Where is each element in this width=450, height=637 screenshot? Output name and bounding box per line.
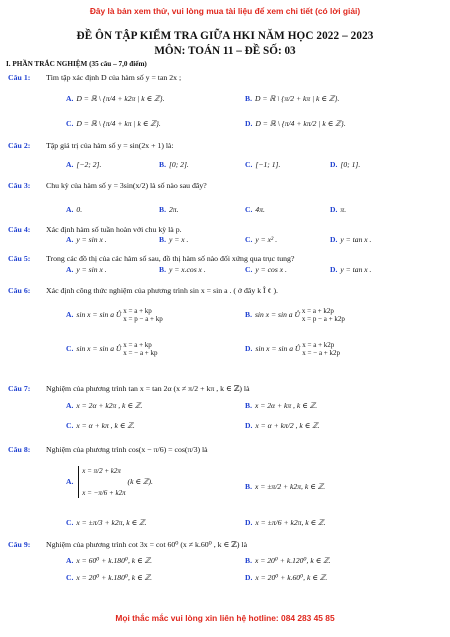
question-number: Câu 9: [8, 540, 31, 549]
option-1c[interactable]: C. D = ℝ \ {π/4 + kπ | k ∈ ℤ}. [66, 119, 161, 128]
question-7 [8, 384, 250, 393]
question-2 [8, 141, 174, 150]
option-4c[interactable]: C. y = x² . [245, 235, 278, 244]
option-7a[interactable]: A. x = 2α + k2π , k ∈ ℤ. [66, 401, 143, 410]
question-text: Trong các đồ thị của các hàm số sau, đồ thị hàm số nào đối xứng qua trục tung? [46, 254, 295, 263]
question-number: Câu 5: [8, 254, 31, 263]
question-number: Câu 4: [8, 225, 31, 234]
question-number: Câu 8: [8, 445, 31, 454]
option-2b[interactable]: B. [0; 2]. [159, 160, 189, 169]
option-3c[interactable]: C. 4π. [245, 205, 265, 214]
question-number: Câu 6: [8, 286, 31, 295]
option-1a[interactable]: A. D = ℝ \ {π/4 + k2π | k ∈ ℤ}. [66, 94, 165, 103]
option-9a[interactable]: A. x = 60⁰ + k.180⁰, k ∈ ℤ. [66, 556, 153, 565]
option-6d[interactable]: D. sin x = sin a Û x = a + k2p x = − a + k2p [245, 341, 340, 357]
question-3 [8, 181, 207, 190]
question-text: Nghiệm của phương trình cot 3x = cot 60⁰ (x ≠ k.60⁰ , k ∈ ℤ) là [46, 540, 248, 549]
question-text: Chu kỳ của hàm số y = 3sin(x/2) là số nào sau đây? [46, 181, 207, 190]
option-9d[interactable]: D. x = 20⁰ + k.60⁰, k ∈ ℤ. [245, 573, 328, 582]
section-heading: I. PHẦN TRẮC NGHIỆM (35 câu – 7,0 điểm) [6, 60, 147, 68]
option-2a[interactable]: A. [−2; 2]. [66, 160, 102, 169]
option-4a[interactable]: A. y = sin x . [66, 235, 107, 244]
question-4 [8, 225, 182, 234]
question-text: Nghiệm của phương trình cos(x − π/6) = cos(π/3) là [46, 445, 208, 454]
option-4d[interactable]: D. y = tan x . [330, 235, 372, 244]
option-5c[interactable]: C. y = cos x . [245, 265, 287, 274]
option-6c[interactable]: C. sin x = sin a Û x = a + kp x = − a + kp [66, 341, 158, 357]
option-1d[interactable]: D. D = ℝ \ {π/4 + kπ/2 | k ∈ ℤ}. [245, 119, 346, 128]
option-3b[interactable]: B. 2π. [159, 205, 179, 214]
preview-banner: Đây là bản xem thử, vui lòng mua tài liệu để xem chi tiết (có lời giải) [89, 6, 361, 16]
option-3d[interactable]: D. π. [330, 205, 347, 214]
option-8a[interactable]: A. x = π/2 + k2π x = −π/6 + k2π (k ∈ ℤ). [66, 467, 153, 497]
question-number: Câu 3: [8, 181, 31, 190]
option-8d[interactable]: D. x = ±π/6 + k2π, k ∈ ℤ. [245, 518, 326, 527]
question-text: Tập giá trị của hàm số y = sin(2x + 1) là: [46, 141, 174, 150]
option-9c[interactable]: C. x = 20⁰ + k.180⁰, k ∈ ℤ. [66, 573, 153, 582]
question-9 [8, 540, 247, 549]
option-7d[interactable]: D. x = α + kπ/2 , k ∈ ℤ. [245, 421, 320, 430]
option-6b[interactable]: B. sin x = sin a Û x = a + k2p x = p − a + k2p [245, 307, 345, 323]
option-7b[interactable]: B. x = 2α + kπ , k ∈ ℤ. [245, 401, 318, 410]
option-5d[interactable]: D. y = tan x . [330, 265, 372, 274]
question-1 [8, 73, 181, 82]
question-6 [8, 286, 278, 295]
question-text: Xác định công thức nghiệm của phương trình sin x = sin a . ( ở đây k Î ¢ ). [46, 286, 278, 295]
question-number: Câu 1: [8, 73, 31, 82]
option-9b[interactable]: B. x = 20⁰ + k.120⁰, k ∈ ℤ. [245, 556, 331, 565]
question-number: Câu 7: [8, 384, 31, 393]
question-8 [8, 445, 208, 454]
option-7c[interactable]: C. x = α + kπ , k ∈ ℤ. [66, 421, 135, 430]
question-number: Câu 2: [8, 141, 31, 150]
option-4b[interactable]: B. y = x . [159, 235, 189, 244]
option-2c[interactable]: C. [−1; 1]. [245, 160, 281, 169]
option-6a[interactable]: A. sin x = sin a Û x = a + kp x = p − a + kp [66, 307, 163, 323]
option-8b[interactable]: B. x = ±π/2 + k2π, k ∈ ℤ. [245, 482, 326, 491]
option-1b[interactable]: B. D = ℝ \ {π/2 + kπ | k ∈ ℤ}. [245, 94, 340, 103]
option-5b[interactable]: B. y = x.cos x . [159, 265, 206, 274]
option-2d[interactable]: D. [0; 1]. [330, 160, 361, 169]
question-text: Nghiệm của phương trình tan x = tan 2α (x ≠ π/2 + kπ , k ∈ ℤ) là [46, 384, 250, 393]
question-text: Xác định hàm số tuần hoàn với chu kỳ là p. [46, 225, 182, 234]
hotline-banner: Mọi thắc mắc vui lòng xin liên hệ hotline: 084 283 45 85 [115, 613, 335, 623]
option-5a[interactable]: A. y = sin x . [66, 265, 107, 274]
question-text: Tìm tập xác định D của hàm số y = tan 2x ; [46, 73, 182, 82]
document-subtitle: MÔN: TOÁN 11 – ĐỀ SỐ: 03 [154, 45, 296, 57]
option-3a[interactable]: A. 0. [66, 205, 83, 214]
question-5 [8, 254, 294, 263]
document-title: ĐỀ ÔN TẬP KIỂM TRA GIỮA HKI NĂM HỌC 2022 – 2023 [76, 30, 374, 42]
option-8c[interactable]: C. x = ±π/3 + k2π, k ∈ ℤ. [66, 518, 147, 527]
